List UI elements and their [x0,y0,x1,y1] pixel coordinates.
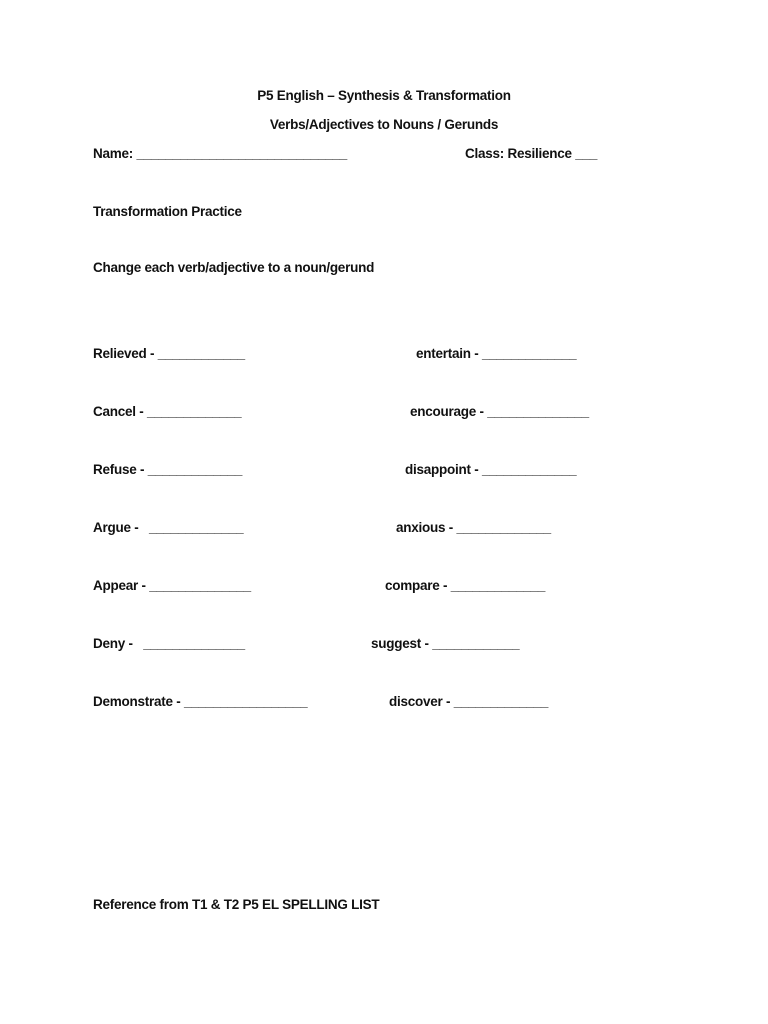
exercise-item-compare: compare - _____________ [385,578,546,593]
exercise-item-appear: Appear - ______________ [93,578,251,593]
exercise-item-anxious: anxious - _____________ [396,520,551,535]
worksheet-subtitle: Verbs/Adjectives to Nouns / Gerunds [269,117,499,132]
instruction-text: Change each verb/adjective to a noun/gerund [93,260,375,275]
exercise-item-deny: Deny - ______________ [93,636,245,651]
exercise-item-refuse: Refuse - _____________ [93,462,243,477]
exercise-item-disappoint: disappoint - _____________ [405,462,577,477]
class-field-line: Class: Resilience ___ [465,146,598,161]
exercise-item-entertain: entertain - _____________ [416,346,577,361]
name-field-line: Name: _____________________________ [93,146,347,161]
exercise-item-argue: Argue - _____________ [93,520,244,535]
exercise-item-discover: discover - _____________ [389,694,549,709]
exercise-item-suggest: suggest - ____________ [371,636,520,651]
exercise-item-relieved: Relieved - ____________ [93,346,245,361]
exercise-item-encourage: encourage - ______________ [410,404,589,419]
exercise-item-demonstrate: Demonstrate - _________________ [93,694,308,709]
section-heading: Transformation Practice [93,204,242,219]
worksheet-title: P5 English – Synthesis & Transformation [257,88,511,103]
exercise-item-cancel: Cancel - _____________ [93,404,242,419]
reference-note: Reference from T1 & T2 P5 EL SPELLING LIST [93,897,380,912]
